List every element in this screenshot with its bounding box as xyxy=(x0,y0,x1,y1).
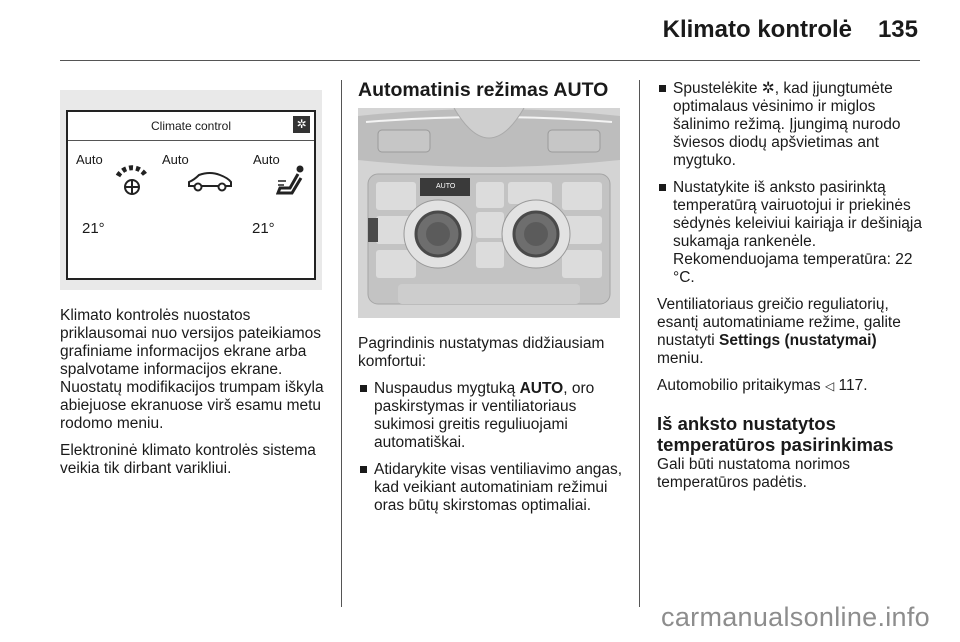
auto-label-fan: Auto xyxy=(76,152,103,167)
temperature-left: 21° xyxy=(82,220,105,237)
engine-note-paragraph: Elektroninė klimato kontrolės sistema veikia tik dirbant varikliui. xyxy=(60,442,316,477)
auto-intro-paragraph: Pagrindinis nustatymas didžiausiam komfortui: xyxy=(358,335,605,370)
page-number: 135 xyxy=(877,16,918,43)
ac-snowflake-icon: ✲ xyxy=(761,80,775,97)
auto-mode-heading: Automatinis režimas AUTO xyxy=(358,79,609,101)
climate-screen xyxy=(66,110,316,280)
climate-screen-figure xyxy=(60,90,322,290)
intro-paragraph: Klimato kontrolės nuostatos priklausomai nuo versijos pateikiamos grafiniame informacijos ekrane arba spalvotame informacijos ekrane. Nuostatų modifikacijos trumpam iškyla abiejuose ekranuose virš esamu metu rodomo meniu. xyxy=(60,307,324,432)
bullet-open-vents: Atidarykite visas ventiliavimo angas, kad veikiant automatiniam režimui oras būtų skirstomas optimaliai. xyxy=(358,461,630,515)
right-bullet-list xyxy=(657,80,925,287)
auto-button-label: AUTO xyxy=(436,183,456,190)
right-column xyxy=(657,80,925,501)
fan-speed-icon xyxy=(112,162,152,198)
car-airflow-icon xyxy=(186,170,234,194)
middle-column xyxy=(358,335,630,524)
auto-keyword: AUTO xyxy=(519,380,564,397)
auto-label-distribution: Auto xyxy=(162,152,189,167)
preset-temperature-heading: Iš anksto nustatytos temperatūros pasirinkimas xyxy=(657,413,894,455)
bullet-square-icon xyxy=(360,385,367,392)
bullet-square-icon xyxy=(659,184,666,191)
fan-settings-paragraph: Ventiliatoriaus greičio reguliatorių, esantį automatiniame režime, galite nustatyti Settings (nustatymai) meniu. xyxy=(657,296,901,367)
preset-temperature-paragraph: Gali būti nustatoma norimos temperatūros padėtis. xyxy=(657,456,850,491)
bullet-auto-button: Nuspaudus mygtuką AUTO, oro paskirstymas ir ventiliatoriaus sukimosi greitis reguliuojami automatiškai. xyxy=(358,380,630,452)
bullet-set-temperature: Nustatykite iš anksto pasirinktą temperatūrą vairuotojui ir priekinės sėdynės keleiviui kairiąja ir dešiniąja sukamąja rankenėle. Rekomenduojama temperatūra: 22 °C. xyxy=(657,179,925,287)
column-divider-2 xyxy=(639,80,640,607)
header-divider xyxy=(60,60,920,61)
settings-icon: ✲ xyxy=(293,116,310,133)
bullet-square-icon xyxy=(659,85,666,92)
seat-airflow-icon xyxy=(276,164,306,198)
left-column xyxy=(60,307,332,487)
temperature-right: 21° xyxy=(252,220,275,237)
auto-bullet-list xyxy=(358,380,630,515)
page-reference-icon: ◁ xyxy=(824,379,835,393)
column-divider-1 xyxy=(341,80,342,607)
bullet-square-icon xyxy=(360,466,367,473)
bullet-ac-button: Spustelėkite ✲, kad įjungtumėte optimalaus vėsinimo ir miglos šalinimo režimą. Įjungimą nurodo šviesos diodų apšvietimas ant mygtuko. xyxy=(657,80,925,170)
screen-title: Climate control xyxy=(150,119,232,133)
settings-menu-keyword: Settings (nustatymai) xyxy=(719,332,877,349)
control-panel-figure xyxy=(358,108,620,318)
screen-divider xyxy=(68,140,314,141)
page-header-title: Klimato kontrolė xyxy=(662,16,852,43)
auto-label-seat: Auto xyxy=(253,152,280,167)
watermark-text: carmanualsonline.info xyxy=(661,602,930,632)
personalisation-paragraph: Automobilio pritaikymas ◁ 117. xyxy=(657,377,868,394)
control-panel-photo xyxy=(358,108,620,318)
